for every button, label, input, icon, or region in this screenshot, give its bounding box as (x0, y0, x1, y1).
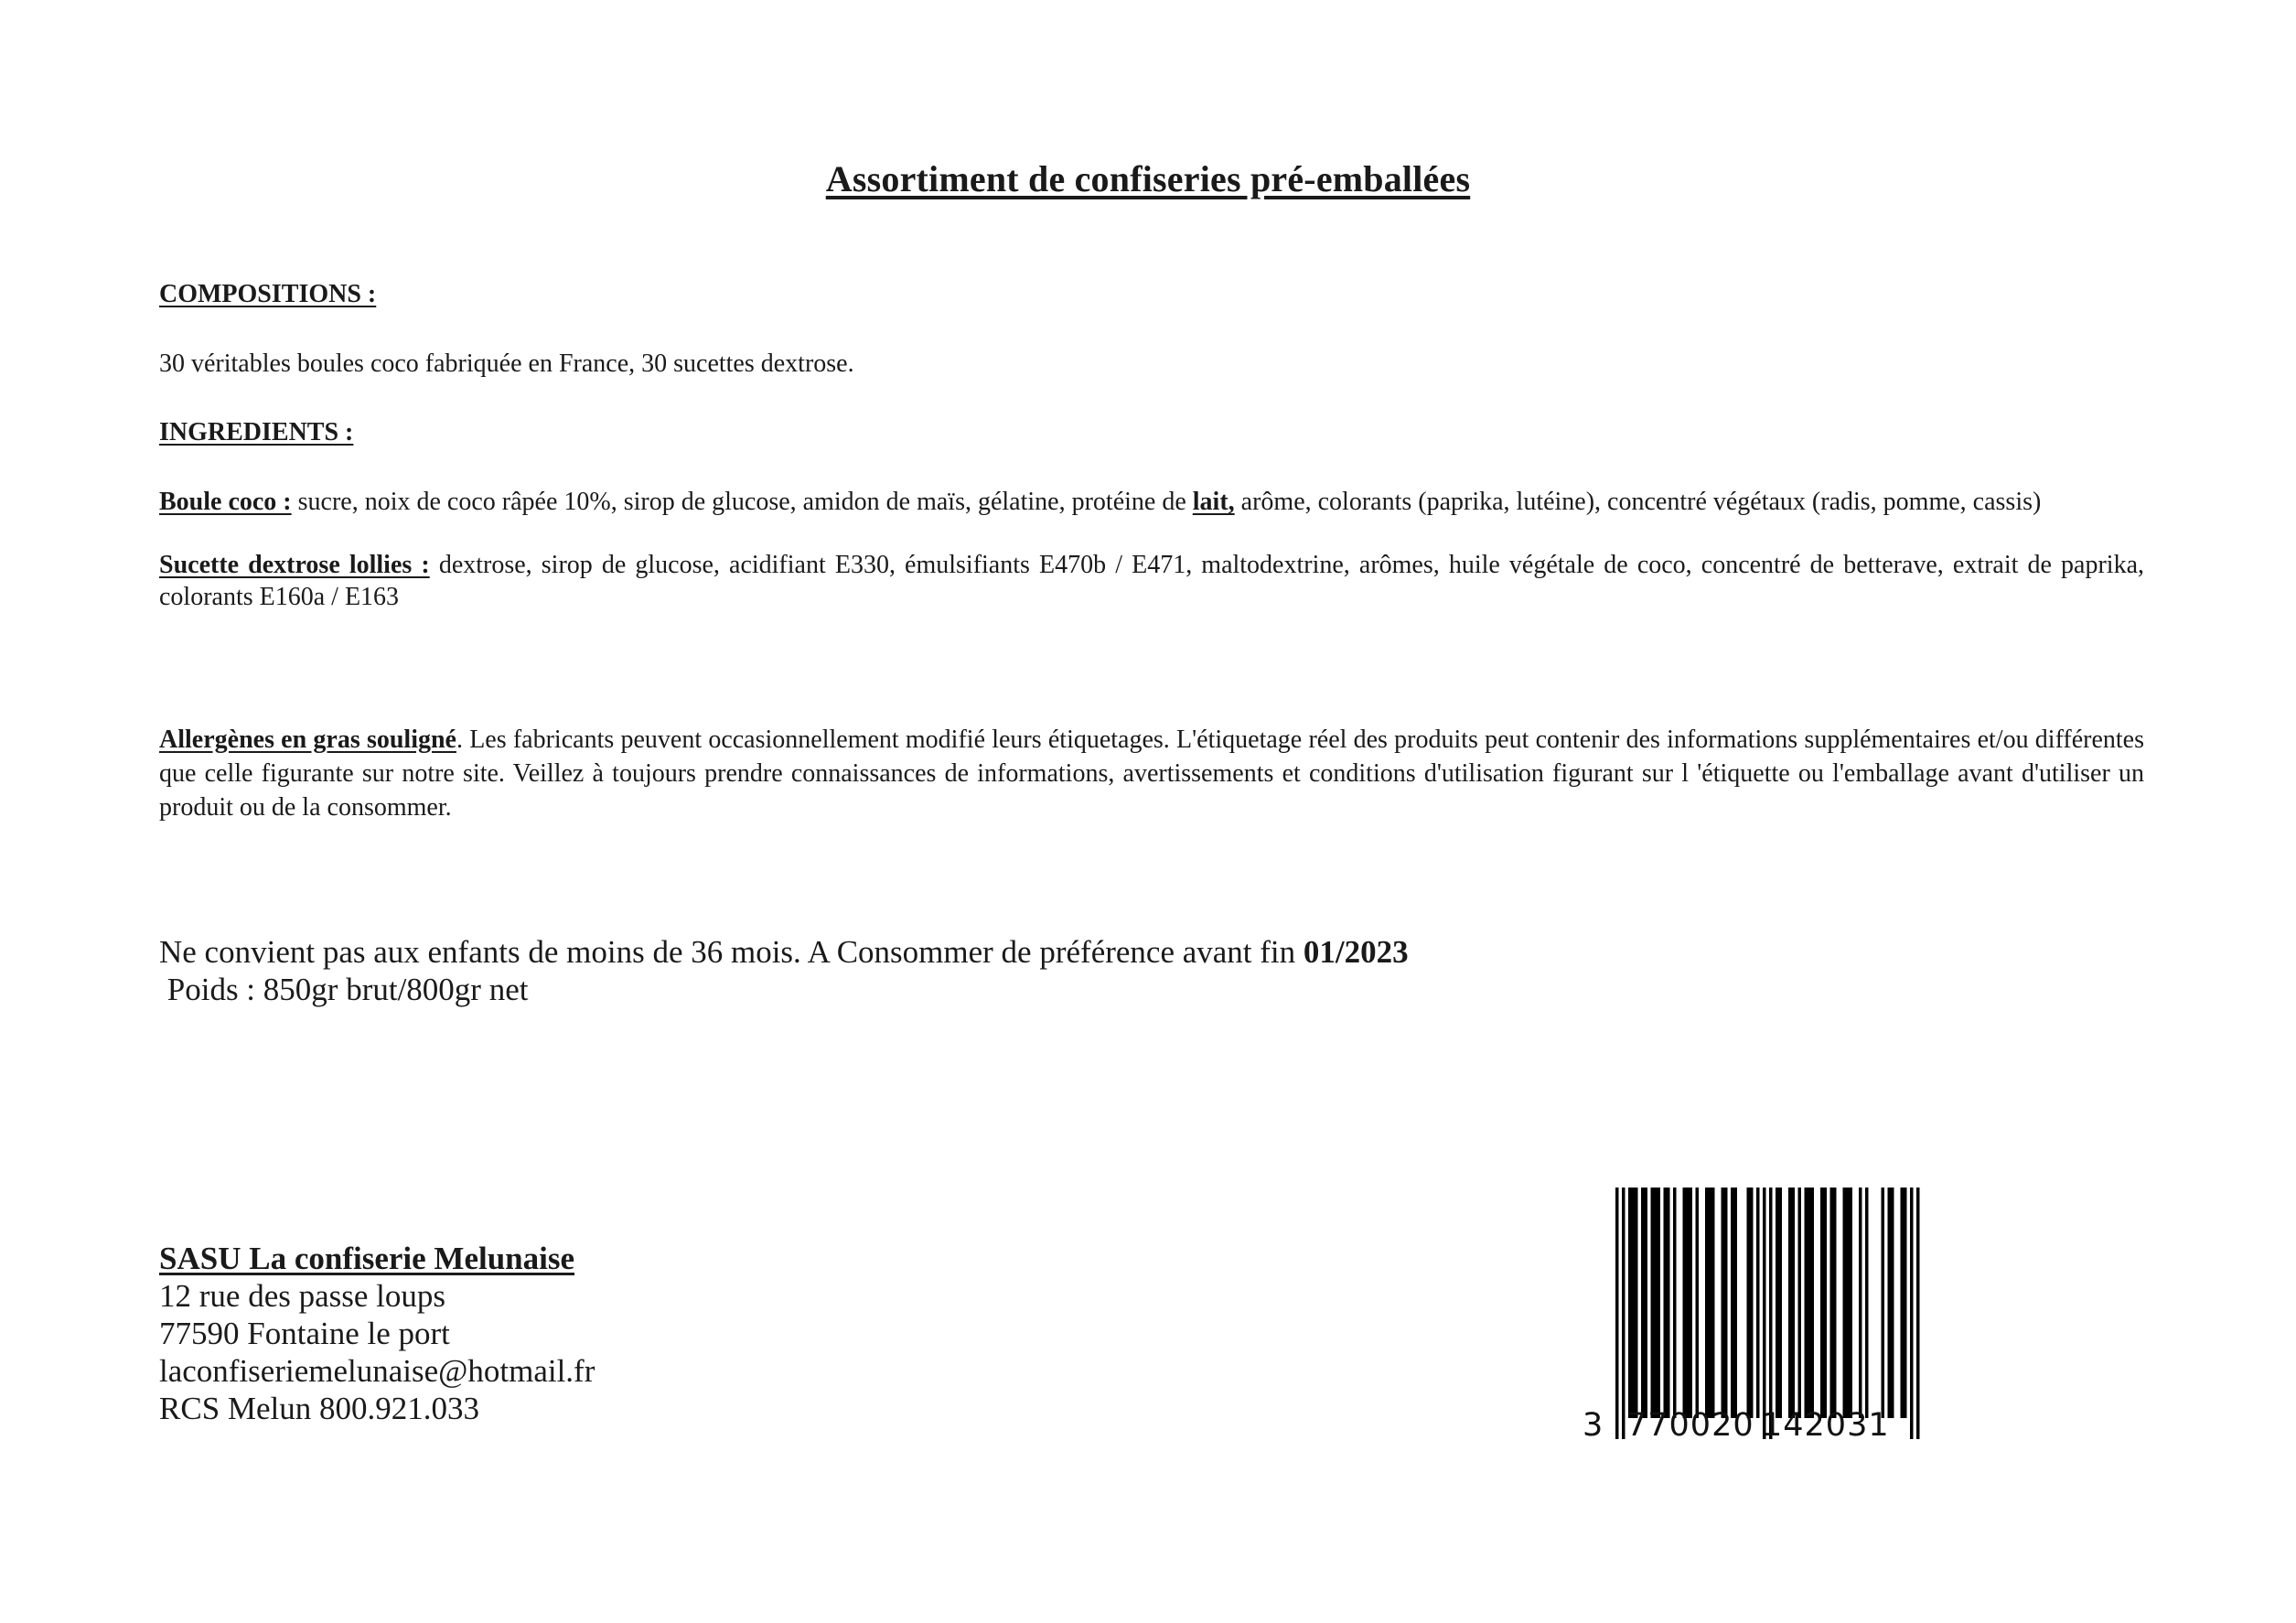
barcode-bar (1711, 1188, 1715, 1418)
allergens-notice (159, 723, 2144, 824)
barcode-bar (1805, 1188, 1808, 1418)
barcode-bar (1824, 1188, 1828, 1418)
barcode-bar (1779, 1188, 1783, 1418)
barcode-bar (1628, 1188, 1632, 1418)
boule-coco-text-after: arôme, colorants (paprika, lutéine), concentré végétaux (radis, pomme, cassis) (1234, 488, 2042, 516)
barcode-bar (1910, 1188, 1914, 1439)
barcode-bar (1734, 1188, 1738, 1418)
barcode-bar (1645, 1188, 1648, 1418)
barcode-bar (1747, 1188, 1751, 1418)
sucette-ingredients (159, 549, 2144, 613)
boule-coco-text-before: sucre, noix de coco râpée 10%, sirop de glucose, amidon de maïs, gélatine, protéine de (291, 488, 1193, 516)
barcode-bar (1654, 1188, 1658, 1418)
barcode-bar (1820, 1188, 1824, 1418)
barcode-bar (1850, 1188, 1853, 1418)
barcode-bar (1709, 1188, 1712, 1418)
best-before-date: 01/2023 (1303, 934, 1409, 970)
barcode-bar (1724, 1188, 1728, 1418)
barcode-bar (1811, 1188, 1815, 1418)
barcode-bar (1792, 1188, 1796, 1418)
allergen-lait: lait, (1192, 488, 1235, 516)
boule-coco-ingredients (159, 486, 2144, 518)
compositions-heading: COMPOSITIONS : (159, 280, 377, 308)
barcode-bar (1808, 1188, 1811, 1418)
barcode-bar (1846, 1188, 1850, 1418)
company-block (159, 1240, 595, 1427)
company-city: 77590 Fontaine le port (159, 1316, 450, 1351)
barcode-bar (1651, 1188, 1655, 1418)
barcode-bar (1843, 1188, 1847, 1418)
barcode-bar (1882, 1188, 1885, 1418)
barcode-bar (1756, 1188, 1760, 1418)
barcode-bar (1731, 1188, 1734, 1418)
barcode-bar (1696, 1188, 1700, 1418)
company-name: SASU La confiserie Melunaise (159, 1241, 575, 1276)
barcode-bar (1615, 1188, 1619, 1439)
barcode-bar (1622, 1188, 1625, 1439)
barcode-bar (1690, 1188, 1693, 1418)
age-warning-text: Ne convient pas aux enfants de moins de 36 mois. A Consommer de préférence avant fin (159, 934, 1304, 970)
barcode-bar (1635, 1188, 1638, 1418)
barcode-bar (1798, 1188, 1802, 1418)
age-warning (159, 933, 1409, 972)
barcode-bar (1916, 1188, 1920, 1439)
barcode-bar (1705, 1188, 1709, 1418)
barcode-bar (1833, 1188, 1837, 1418)
barcode-bar (1658, 1188, 1661, 1418)
barcode-bar (1722, 1188, 1725, 1418)
allergens-text: . Les fabricants peuvent occasionnellement modifié leurs étiquetages. L'étiquetage réel des produits peut contenir des informations supplémentaires et/ou différentes que celle figurante sur notre site. Veillez à toujours prendre connaissances de informations, avertissements et conditions d'utilisation figurant sur l 'étiquette ou l'emballage avant d'utiliser un produit ou de la consommer. (159, 726, 2145, 822)
barcode (1583, 1188, 1930, 1446)
barcode-bar (1859, 1188, 1862, 1418)
barcode-bar (1667, 1188, 1670, 1418)
sucette-label: Sucette dextrose lollies : (159, 551, 430, 579)
barcode-right-group: 142031 (1762, 1407, 1890, 1444)
company-street: 12 rue des passe loups (159, 1278, 446, 1314)
allergens-label: Allergènes en gras souligné (159, 726, 456, 754)
barcode-bar (1891, 1188, 1894, 1418)
barcode-left-group: 770020 (1626, 1407, 1754, 1444)
ingredients-heading: INGREDIENTS : (159, 418, 354, 446)
barcode-bar (1776, 1188, 1779, 1418)
barcode-bar (1641, 1188, 1645, 1418)
company-rcs: RCS Melun 800.921.033 (159, 1391, 480, 1426)
barcode-bar (1686, 1188, 1690, 1418)
barcode-bar (1673, 1188, 1677, 1418)
barcode-bar (1763, 1188, 1766, 1439)
barcode-bar (1788, 1188, 1792, 1418)
barcode-bar (1664, 1188, 1668, 1418)
barcode-bar (1901, 1188, 1904, 1418)
barcode-bar (1750, 1188, 1754, 1418)
barcode-bar (1683, 1188, 1687, 1418)
barcode-bar (1904, 1188, 1907, 1418)
barcode-first-digit: 3 (1583, 1407, 1604, 1444)
barcode-bar (1865, 1188, 1869, 1418)
boule-coco-label: Boule coco : (159, 488, 292, 516)
company-email: laconfiseriemelunaise@hotmail.fr (159, 1353, 595, 1389)
compositions-text: 30 véritables boules coco fabriquée en France, 30 sucettes dextrose. (159, 349, 854, 378)
barcode-bar (1888, 1188, 1892, 1418)
sucette-text: dextrose, sirop de glucose, acidifiant E330, émulsifiants E470b / E471, maltodextrine, arômes, huile végétale de coco, concentré de betterave, extrait de paprika, colorants E160a / E163 (159, 551, 2145, 611)
barcode-bar (1769, 1188, 1773, 1439)
page-title: Assortiment de confiseries pré-emballées (825, 158, 1471, 199)
barcode-bar (1632, 1188, 1636, 1418)
barcode-bar (1830, 1188, 1834, 1418)
weight: Poids : 850gr brut/800gr net (159, 972, 529, 1007)
